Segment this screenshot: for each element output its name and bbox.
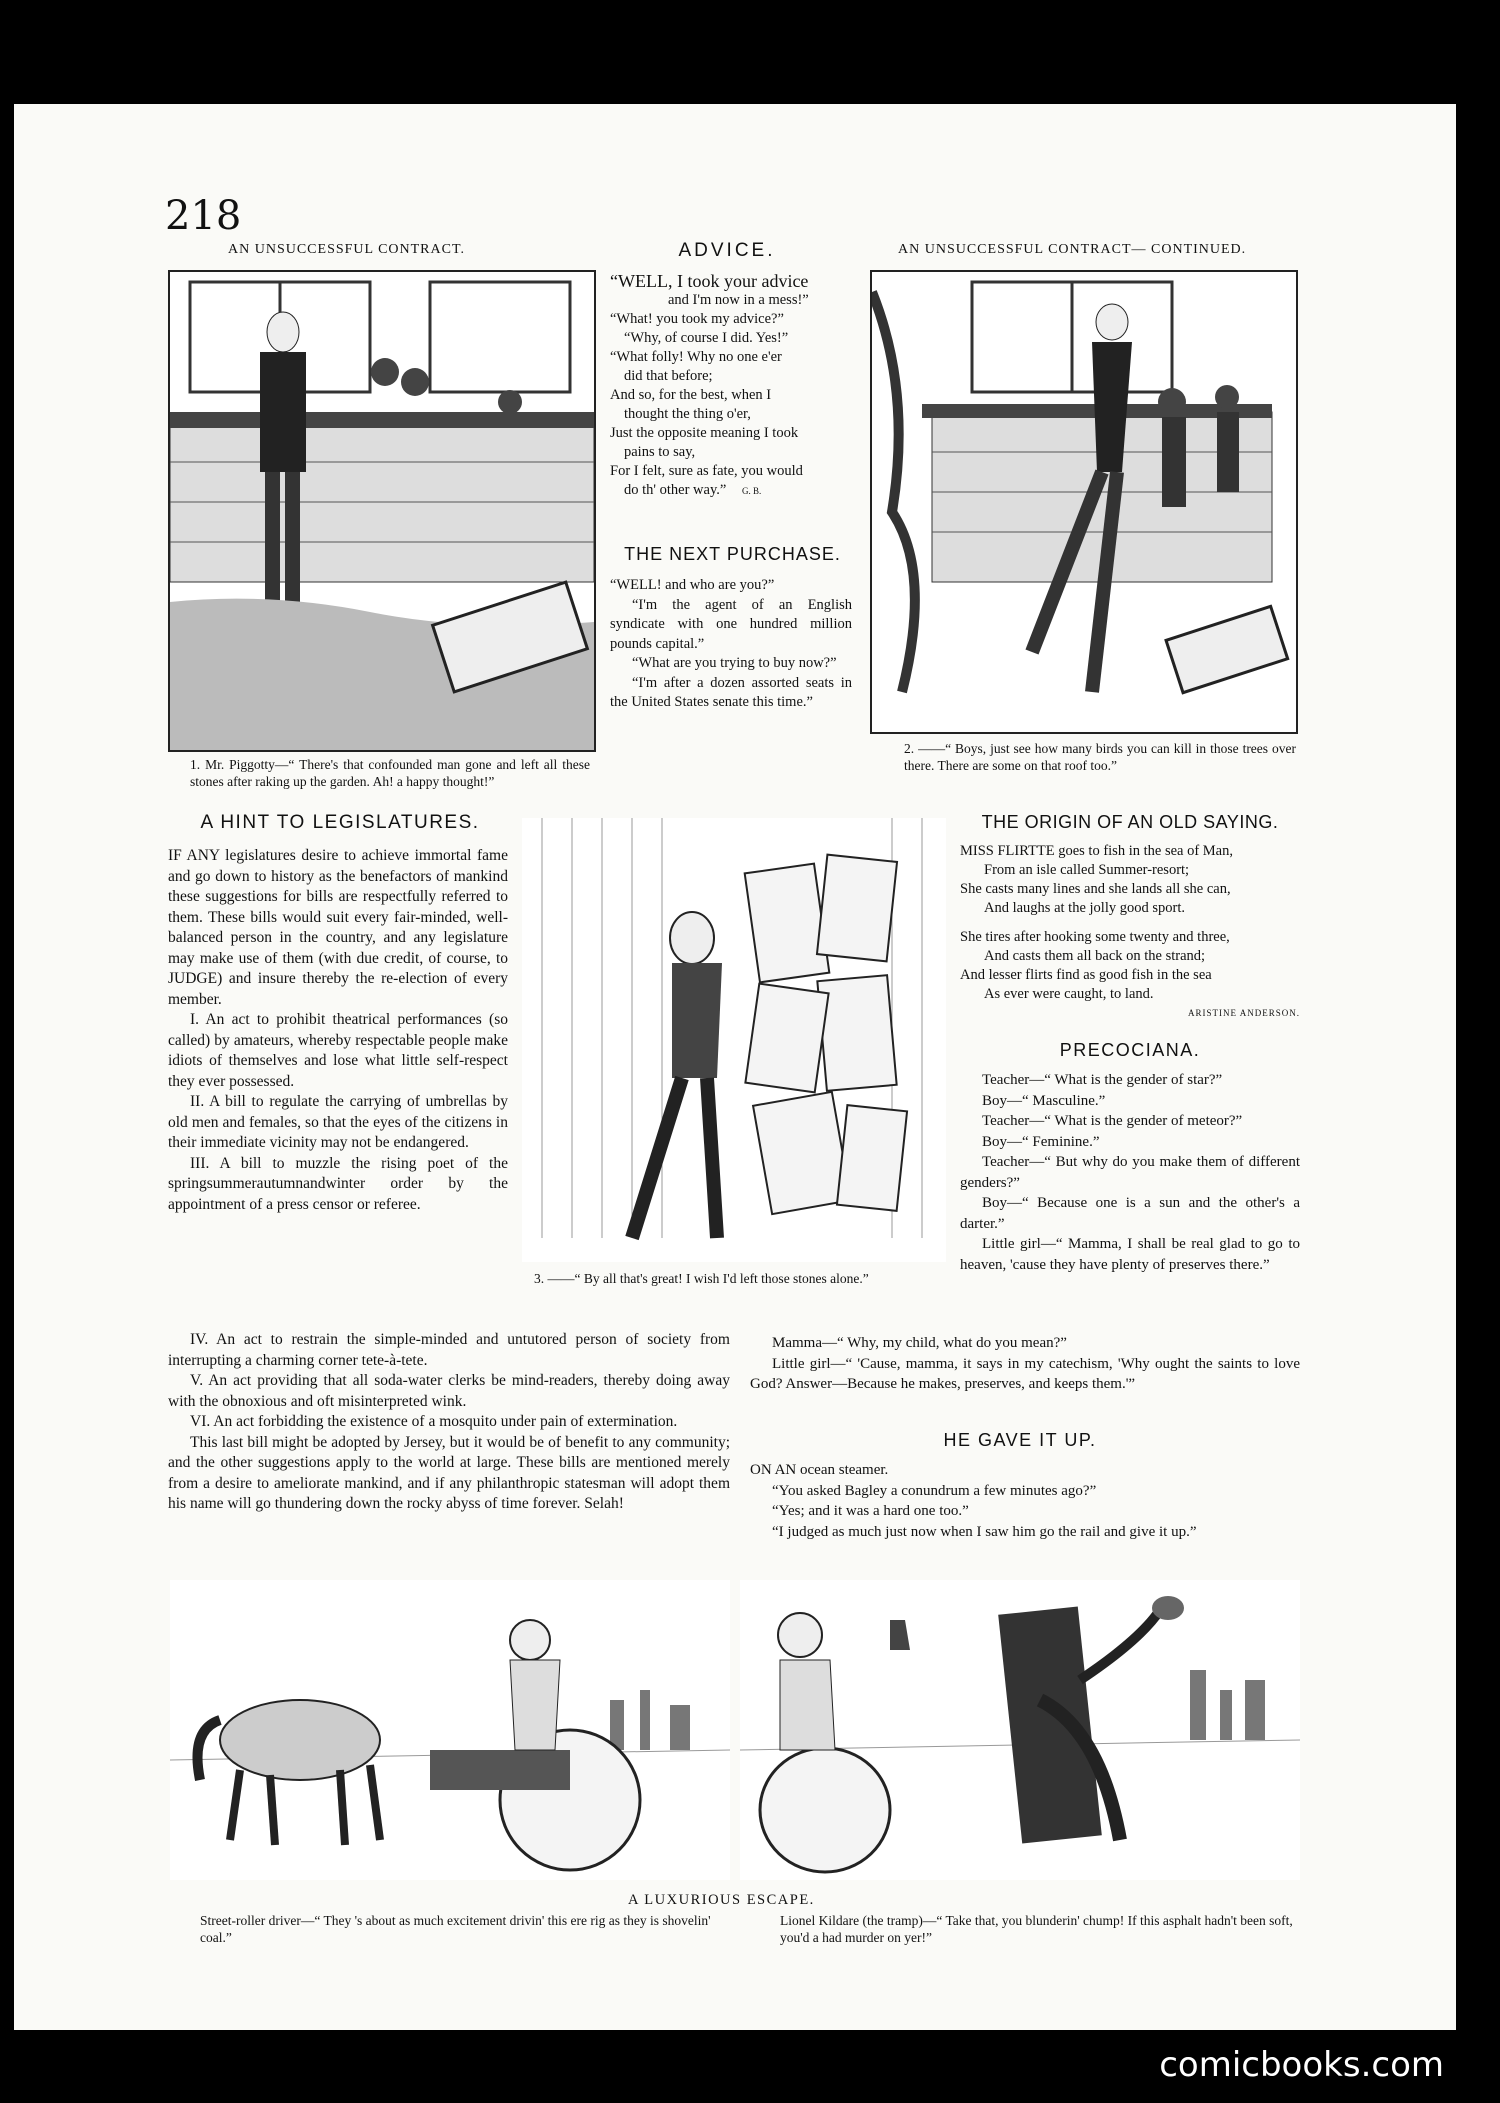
origin-line: And lesser flirts find as good fish in the sea [960, 967, 1212, 983]
right-illustration-caption: 2. ——“ Boys, just see how many birds you can kill in those trees over there. There are some on that roof too.” [904, 741, 1296, 773]
hint-item: VI. An act forbidding the existence of a mosquito under pain of extermination. [190, 1413, 678, 1430]
next-purchase-para: “I'm the agent of an English syndicate with one hundred million pounds capital.” [610, 596, 852, 652]
advice-line-text: do th' other way.” [624, 482, 727, 498]
advice-line: For I felt, sure as fate, you would [610, 463, 803, 479]
precociana-line: Little girl—“ 'Cause, mamma, it says in my catechism, 'Why ought the saints to love God? Answer—Because he makes, preserves, and keeps them.'” [750, 1355, 1300, 1392]
precociana-title: PRECOCIANA. [1059, 1040, 1201, 1060]
origin-signature: ARISTINE ANDERSON. [1187, 1008, 1300, 1018]
advice-title: ADVICE. [678, 240, 776, 261]
gave-up-line: “I judged as much just now when I saw him go the rail and give it up.” [772, 1523, 1197, 1540]
page-number: 218 [165, 193, 242, 239]
origin-poem [960, 842, 1300, 1023]
precociana-line: Teacher—“ What is the gender of meteor?” [982, 1113, 1243, 1129]
hint-item: III. A bill to muzzle the rising poet of the springsummerautumnandwinter order by the appointment of a press censor or referee. [168, 1154, 508, 1213]
origin-line: MISS FLIRTTE goes to fish in the sea of Man, [960, 843, 1233, 859]
precociana-line: Boy—“ Because one is a sun and the other's a darter.” [960, 1195, 1300, 1232]
gave-up-line: ON AN ocean steamer. [750, 1462, 889, 1478]
precociana-line: Little girl—“ Mamma, I shall be real glad to go to heaven, 'cause they have plenty of preserves there.” [960, 1236, 1300, 1273]
gave-up-line: “You asked Bagley a conundrum a few minutes ago?” [772, 1482, 1097, 1499]
next-purchase-para: “What are you trying to buy now?” [632, 655, 837, 671]
precociana-line: Teacher—“ But why do you make them of different genders?” [960, 1154, 1300, 1191]
precociana-line: Mamma—“ Why, my child, what do you mean?” [772, 1335, 1067, 1351]
next-purchase-title: THE NEXT PURCHASE. [624, 544, 841, 564]
origin-line: She tires after hooking some twenty and three, [960, 929, 1230, 945]
hint-closing: This last bill might be adopted by Jersey, but it would be of benefit to any community; and the other suggestions apply to the world at large. These bills are mentioned merely from a desire to ameliorate mankind, and if any philanthropic statesman will adopt them his name will go thundering down the rocky abyss of time forever. Selah! [168, 1433, 730, 1512]
hint-text [168, 846, 508, 1215]
advice-signature: G. B. [741, 486, 762, 496]
right-illustration-title: AN UNSUCCESSFUL CONTRACT— CONTINUED. [898, 242, 1247, 257]
illustration-tramp [740, 1580, 1300, 1880]
origin-line: And casts them all back on the strand; [984, 948, 1206, 964]
gave-up-text [750, 1460, 1300, 1542]
bottom-title: A LUXURIOUS ESCAPE. [628, 1892, 815, 1908]
origin-line: And laughs at the jolly good sport. [984, 900, 1185, 916]
illustration-street-roller [170, 1580, 730, 1880]
advice-line: “Why, of course I did. Yes!” [624, 330, 789, 346]
watermark: comicbooks.com [1159, 2045, 1444, 2085]
hint-text-continued [168, 1330, 730, 1515]
left-illustration-title: AN UNSUCCESSFUL CONTRACT. [228, 242, 465, 257]
hint-item: II. A bill to regulate the carrying of umbrellas by old men and females, so that the eyes of the citizens in their immediate vicinity may not be endangered. [168, 1093, 508, 1151]
next-purchase-text [610, 576, 852, 713]
center-illustration-caption: 3. ——“ By all that's great! I wish I'd left those stones alone.” [534, 1271, 869, 1286]
gave-up-line: “Yes; and it was a hard one too.” [772, 1503, 969, 1519]
advice-line: pains to say, [624, 444, 696, 460]
origin-line: From an isle called Summer-resort; [984, 862, 1190, 878]
next-purchase-para: “I'm after a dozen assorted seats in the United States senate this time.” [610, 674, 852, 710]
origin-line: As ever were caught, to land. [984, 986, 1154, 1002]
advice-poem [610, 272, 850, 501]
illustration-boys-throwing [870, 270, 1298, 734]
left-illustration-caption: 1. Mr. Piggotty—“ There's that confounded man gone and left all these stones after raking up the garden. Ah! a happy thought!” [190, 757, 590, 789]
illustration-man-by-wall [168, 270, 596, 752]
advice-line [610, 481, 850, 501]
gave-up-title: HE GAVE IT UP. [943, 1430, 1097, 1450]
advice-line: “What folly! Why no one e'er [610, 349, 782, 365]
advice-line: and I'm now in a mess!” [668, 292, 809, 308]
precociana-line: Boy—“ Masculine.” [982, 1092, 1106, 1109]
precociana-line: Teacher—“ What is the gender of star?” [982, 1072, 1223, 1088]
advice-line: “WELL, I took your advice [610, 271, 809, 291]
advice-line: thought the thing o'er, [624, 406, 751, 422]
illustration-man-with-bills [522, 818, 946, 1262]
origin-line: She casts many lines and she lands all she can, [960, 881, 1231, 897]
hint-item: I. An act to prohibit theatrical performances (so called) by amateurs, whereby respectable people make idiots of themselves and lose what little self-respect they ever possessed. [168, 1011, 508, 1090]
hint-intro: IF ANY legislatures desire to achieve immortal fame and go down to history as the benefactors of mankind these suggestions for bills are respectfully referred to them. These bills would suit every fair-minded, well-balanced person in the country, and any legislature may make use of them (with due credit, of course, to JUDGE) and insure thereby the re-election of every member. [168, 847, 508, 1008]
origin-title: THE ORIGIN OF AN OLD SAYING. [981, 812, 1279, 832]
hint-item: IV. An act to restrain the simple-minded and untutored person of society from interrupting a charming corner tete-à-tete. [168, 1331, 730, 1369]
precociana-line: Boy—“ Feminine.” [982, 1133, 1100, 1150]
hint-title: A HINT TO LEGISLATURES. [200, 812, 480, 833]
advice-line: Just the opposite meaning I took [610, 425, 799, 441]
hint-item: V. An act providing that all soda-water clerks be mind-readers, thereby doing away with the obnoxious and oft misinterpreted wink. [168, 1372, 730, 1410]
advice-line: did that before; [624, 368, 713, 384]
bottom-caption-right: Lionel Kildare (the tramp)—“ Take that, you blunderin' chump! If this asphalt hadn't been soft, you'd a had murder on yer!” [780, 1913, 1293, 1945]
precociana-text [960, 1070, 1300, 1275]
advice-line: And so, for the best, when I [610, 387, 772, 403]
precociana-text-continued [750, 1333, 1300, 1395]
next-purchase-para: “WELL! and who are you?” [610, 577, 775, 593]
bottom-caption-left: Street-roller driver—“ They 's about as much excitement drivin' this ere rig as they is shovelin' coal.” [200, 1913, 711, 1945]
advice-line: “What! you took my advice?” [610, 311, 784, 327]
